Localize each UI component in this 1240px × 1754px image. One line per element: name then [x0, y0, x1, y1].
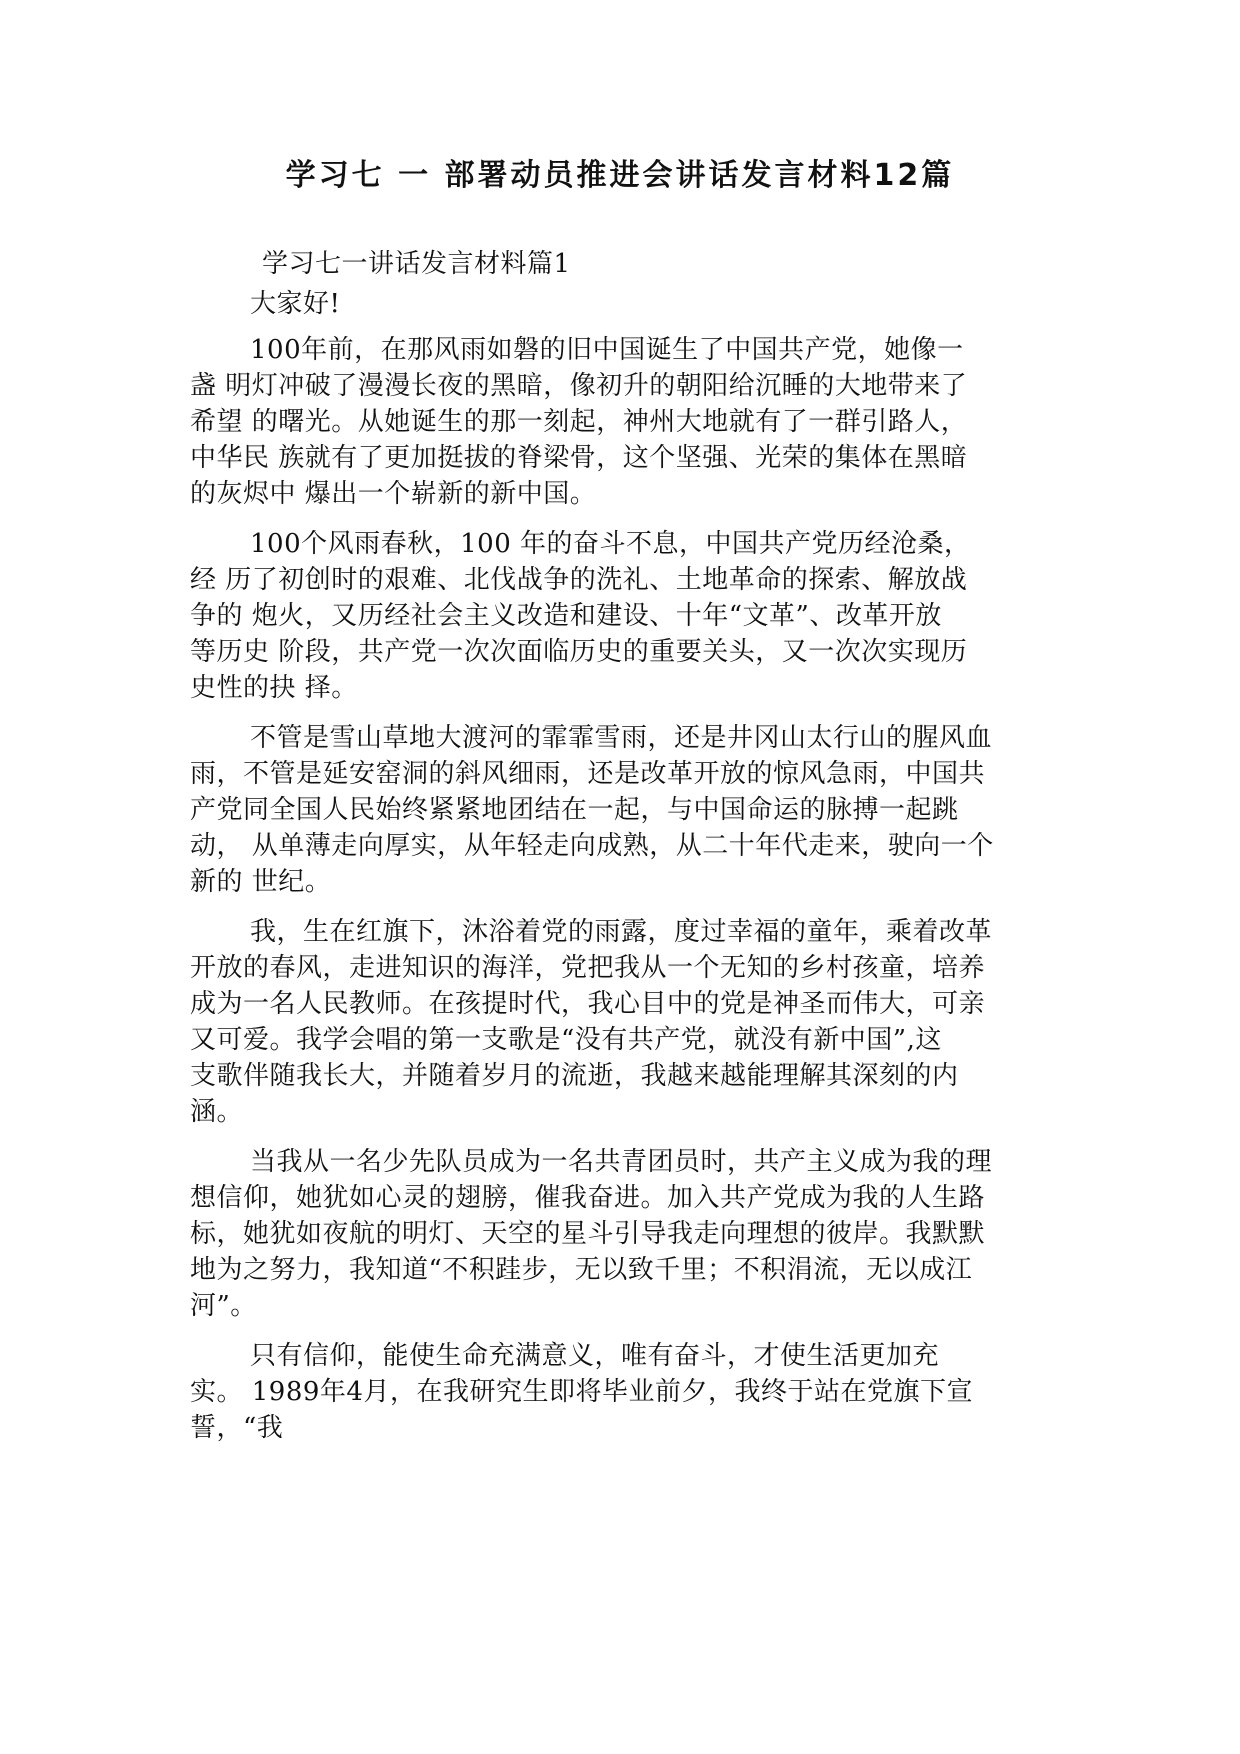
paragraph-line: 史性的抉 择。: [190, 673, 358, 703]
paragraph-line: 地为之努力，我知道“不积跬步，无以致千里；不积涓流，无以成江: [190, 1255, 973, 1285]
paragraph-line: 100年前，在那风雨如磐的旧中国诞生了中国共产党，她像一: [250, 335, 964, 365]
paragraph-line: 涵。: [190, 1097, 244, 1127]
paragraph-line: 100个风雨春秋，100 年的奋斗不息，中国共产党历经沧桑，: [250, 529, 971, 559]
paragraph-line: 希望 的曙光。从她诞生的那一刻起，神州大地就有了一群引路人，: [190, 407, 968, 437]
paragraph-line: 支歌伴随我长大，并随着岁月的流逝，我越来越能理解其深刻的内: [190, 1061, 959, 1091]
paragraph-line: 不管是雪山草地大渡河的霏霏雪雨，还是井冈山太行山的腥风血: [250, 723, 993, 753]
paragraph-line: 的灰烬中 爆出一个崭新的新中国。: [190, 479, 597, 509]
body-paragraph: [190, 914, 1070, 1130]
section-subtitle: 学习七一讲话发言材料篇1: [262, 249, 571, 279]
body-paragraph: [190, 526, 1070, 706]
body-paragraph: [190, 720, 1070, 900]
paragraph-line: 动， 从单薄走向厚实，从年轻走向成熟，从二十年代走来，驶向一个: [190, 831, 994, 861]
paragraph-line: 只有信仰，能使生命充满意义，唯有奋斗，才使生活更加充: [250, 1341, 940, 1371]
paragraph-line: 新的 世纪。: [190, 867, 332, 897]
paragraph-line: 盏 明灯冲破了漫漫长夜的黑暗，像初升的朝阳给沉睡的大地带来了: [190, 371, 968, 401]
paragraph-line: 誓，“我: [190, 1413, 284, 1443]
document-title: 学习七 一 部署动员推进会讲话发言材料12篇: [285, 158, 955, 193]
body-paragraph: [190, 1144, 1070, 1324]
paragraph-line: 经 历了初创时的艰难、北伐战争的洗礼、土地革命的探索、解放战: [190, 565, 968, 595]
paragraph-list: [190, 332, 1070, 1446]
paragraph-line: 等历史 阶段，共产党一次次面临历史的重要关头，又一次次实现历: [190, 637, 968, 667]
paragraph-line: 当我从一名少先队员成为一名共青团员时，共产主义成为我的理: [250, 1147, 993, 1177]
paragraph-line: 河”。: [190, 1291, 257, 1321]
paragraph-line: 争的 炮火，又历经社会主义改造和建设、十年“文革”、改革开放: [190, 601, 942, 631]
paragraph-line: 雨，不管是延安窑洞的斜风细雨，还是改革开放的惊风急雨，中国共: [190, 759, 986, 789]
paragraph-line: 又可爱。我学会唱的第一支歌是“没有共产党，就没有新中国”,这: [190, 1025, 942, 1055]
paragraph-line: 开放的春风，走进知识的海洋，党把我从一个无知的乡村孩童，培养: [190, 953, 986, 983]
greeting: 大家好!: [250, 289, 341, 319]
paragraph-line: 实。 1989年4月，在我研究生即将毕业前夕，我终于站在党旗下宣: [190, 1377, 973, 1407]
paragraph-line: 标，她犹如夜航的明灯、天空的星斗引导我走向理想的彼岸。我默默: [190, 1219, 986, 1249]
paragraph-line: 想信仰，她犹如心灵的翅膀，催我奋进。加入共产党成为我的人生路: [190, 1183, 986, 1213]
paragraph-line: 中华民 族就有了更加挺拔的脊梁骨，这个坚强、光荣的集体在黑暗: [190, 443, 968, 473]
document-body: [190, 246, 1070, 1460]
paragraph-line: 成为一名人民教师。在孩提时代，我心目中的党是神圣而伟大，可亲: [190, 989, 986, 1019]
paragraph-line: 产党同全国人民始终紧紧地团结在一起，与中国命运的脉搏一起跳: [190, 795, 959, 825]
body-paragraph: [190, 1338, 1070, 1446]
body-paragraph: [190, 332, 1070, 512]
paragraph-line: 我，生在红旗下，沐浴着党的雨露，度过幸福的童年，乘着改革: [250, 917, 993, 947]
